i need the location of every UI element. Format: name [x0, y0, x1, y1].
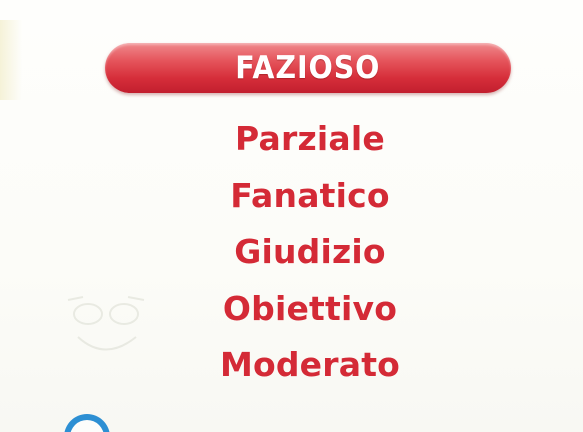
- title-banner: [105, 43, 511, 93]
- word-item-giudizio: Giudizio: [234, 232, 386, 271]
- decorative-edge: [0, 20, 22, 100]
- word-item-parziale: Parziale: [235, 119, 385, 158]
- word-item-moderato: Moderato: [219, 345, 401, 384]
- faint-sketch-icon: [58, 292, 153, 372]
- word-item-fanatico: Fanatico: [230, 175, 390, 215]
- word-list: [160, 111, 460, 394]
- card-title: FAZIOSO: [235, 50, 381, 86]
- word-item-obiettivo: Obiettivo: [222, 288, 398, 328]
